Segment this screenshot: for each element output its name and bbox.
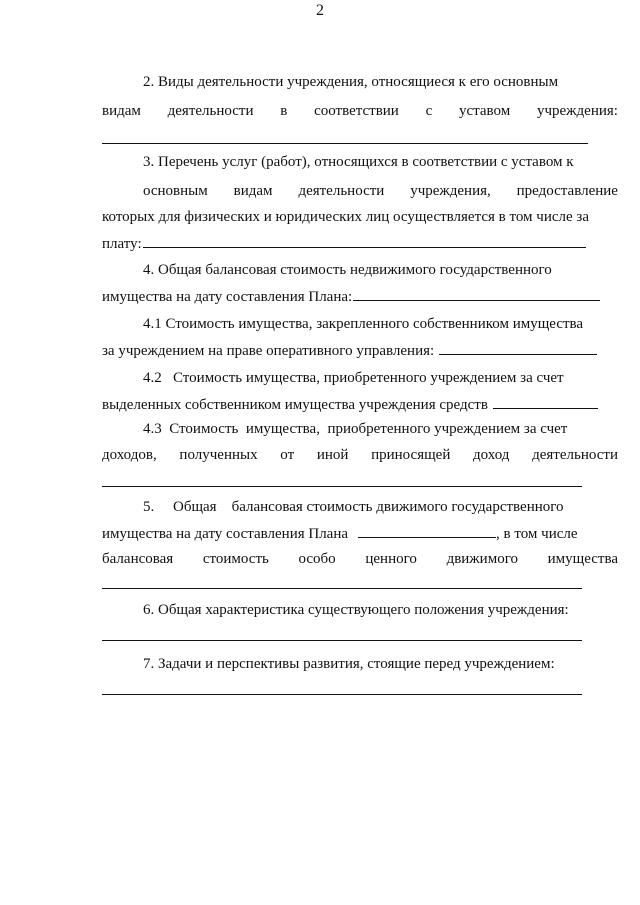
word: деятельности	[532, 447, 618, 463]
section-3-line-3: которых для физических и юридических лиц осуществляется в том числе за	[102, 209, 589, 225]
label: выделенных собственником имущества учреждения средств	[102, 397, 488, 413]
word: доход	[473, 447, 510, 463]
word: доходов,	[102, 447, 157, 463]
section-4-2-fill-line[interactable]	[493, 394, 598, 409]
section-4-fill-line[interactable]	[353, 286, 600, 301]
word: видам	[233, 183, 273, 199]
section-2-fill-line[interactable]	[102, 143, 588, 144]
section-3-fill-line[interactable]	[143, 233, 586, 248]
word: уставом	[458, 103, 511, 119]
word: от	[280, 447, 295, 463]
section-5-fill-line[interactable]	[102, 588, 582, 589]
word: видам	[102, 103, 141, 119]
label: имущества на дату составления Плана	[102, 526, 349, 542]
section-6-fill-line[interactable]	[102, 640, 582, 641]
word: деятельности	[167, 103, 254, 119]
word: с	[425, 103, 433, 119]
section-4-line-1: 4. Общая балансовая стоимость недвижимого государственного	[143, 262, 552, 278]
section-2-line-1: 2. Виды деятельности учреждения, относящиеся к его основным	[143, 74, 559, 90]
word: движимого	[446, 551, 518, 567]
word: учреждения:	[536, 103, 618, 119]
section-4-3-line-1: 4.3 Стоимость имущества, приобретенного учреждением за счет	[143, 421, 568, 437]
section-4-1-fill-line[interactable]	[439, 340, 597, 355]
section-7-fill-line[interactable]	[102, 694, 582, 695]
word: основным	[143, 183, 208, 199]
section-6-line-1: 6. Общая характеристика существующего положения учреждения:	[143, 602, 569, 618]
word: предоставление	[516, 183, 618, 199]
section-7-line-1: 7. Задачи и перспективы развития, стоящие перед учреждением:	[143, 656, 555, 672]
word: в	[280, 103, 288, 119]
section-4-1-line-1: 4.1 Стоимость имущества, закрепленного собственником имущества	[143, 316, 584, 332]
word: деятельности	[298, 183, 385, 199]
label: имущества на дату составления Плана:	[102, 289, 353, 305]
word: балансовая	[102, 551, 174, 567]
word: приносящей	[371, 447, 451, 463]
label: плату:	[102, 236, 142, 252]
section-4-1-line-2	[102, 340, 597, 361]
section-3-line-2	[143, 181, 618, 201]
section-4-3-line-2	[102, 445, 618, 465]
section-5-line-3	[102, 549, 618, 569]
word: ценного	[365, 551, 417, 567]
label: за учреждением на праве оперативного управления:	[102, 343, 435, 359]
section-2-line-2	[102, 101, 618, 121]
word: соответствии	[314, 103, 399, 119]
section-5-value-blank[interactable]	[358, 523, 496, 538]
word: полученных	[179, 447, 258, 463]
section-3-line-1: 3. Перечень услуг (работ), относящихся в соответствии с уставом к	[143, 154, 574, 170]
section-4-3-fill-line[interactable]	[102, 486, 582, 487]
section-4-2-line-2	[102, 394, 598, 415]
word: иной	[316, 447, 349, 463]
word: стоимость	[202, 551, 269, 567]
section-5-line-1: 5. Общая балансовая стоимость движимого государственного	[143, 499, 564, 515]
word: учреждения,	[410, 183, 491, 199]
page-number: 2	[316, 2, 324, 19]
section-5-line-2	[102, 523, 618, 544]
section-4-2-line-1: 4.2 Стоимость имущества, приобретенного учреждением за счет	[143, 370, 564, 386]
section-3-line-4	[102, 233, 586, 254]
section-4-line-2	[102, 286, 600, 307]
label-suffix: , в том числе	[496, 526, 578, 542]
word: имущества	[547, 551, 618, 567]
word: особо	[298, 551, 336, 567]
